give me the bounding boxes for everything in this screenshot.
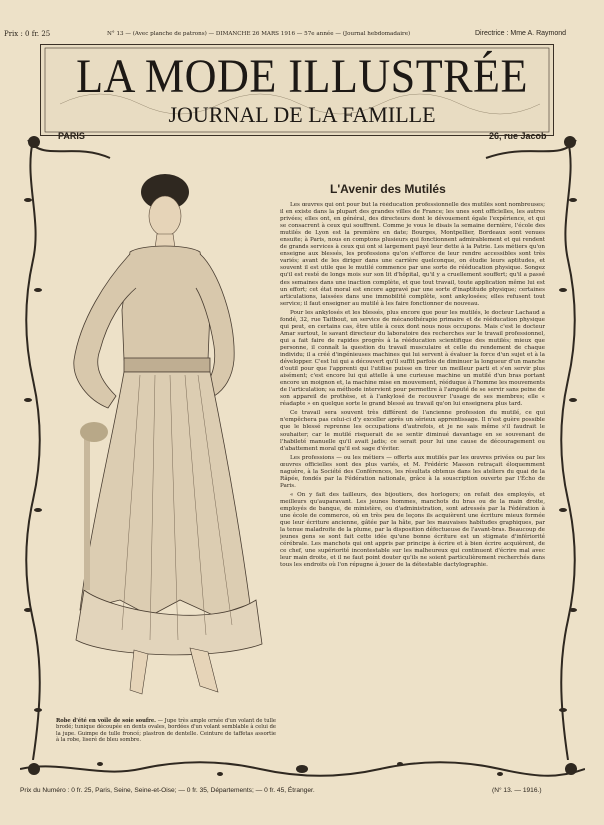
masthead-title: LA MODE ILLUSTRÉE bbox=[76, 50, 528, 103]
footer-price: Prix du Numéro : 0 fr. 25, Paris, Seine, Seine-et-Oise; — 0 fr. 35, Départements; — 0 fr. 45, Étranger. bbox=[20, 787, 315, 794]
masthead-subtitle: JOURNAL DE LA FAMILLE bbox=[168, 102, 436, 127]
article-paragraph: Les professions — ou les métiers — offerts aux mutilés par les œuvres privées ou par les œuvres officielles sont des plus variés, et M. Frédéric Masson retraçait éloquemment naguère, à la Société des Conférences, les résultats obtenus dans les ateliers du quai de la Râpée, fondés par la Fédération nationale, grâce à la souscription ouverte par l'Écho de Paris. bbox=[280, 454, 545, 489]
top-right-ornament bbox=[482, 132, 580, 172]
masthead-city: PARIS bbox=[58, 131, 85, 141]
dress-illustration bbox=[50, 170, 268, 710]
footer-number: (N° 13. — 1916.) bbox=[492, 787, 542, 794]
caption-text: — Jupe très ample ornée d'un volant de tulle brodé; tunique découpée en dents ovales, bordées d'un volant semblable à celui de la jupe. Guimpe de tulle froncé; plastron de dentelle. Ceinture de taffetas assortie à la robe, liseré de bleu sombre. bbox=[56, 718, 276, 743]
footer-line bbox=[20, 785, 584, 797]
article-paragraph: « On y fait des tailleurs, des bijoutiers, des horlogers; on refait des employés, et meilleurs qu'auparavant. Les jeunes hommes, manchots du bras ou de la main droite, employés de banque, de ministère, ou d'administration, sont adressés par la Fédération à une école de commerce, où en très peu de leçons ils acquièrent une écriture mieux formée que leur écriture ancienne, gâtée par la hâte, par les mauvaises habitudes graphiques, par la tenue maladroite de la plume, par la disposition défectueuse de l'avant-bras. Beaucoup de jeunes gens se sont fait cette idée qu'une bonne écriture est un stigmate d'infériorité cérébrale. Les manchots qui ont appris par principe à écrire et à bien écrire acquièrent, de ce chef, une supériorité incontestable sur les malheureux qui continuent d'écrire mal avec leur main droite, et il ne faut point douter qu'ils ne soient particulièrement recherchés dans tous les endroits où l'on répugne à jouer de la détestable dactylographie. bbox=[280, 491, 545, 569]
article-body bbox=[280, 202, 545, 758]
header-line bbox=[4, 28, 600, 40]
article-title: L'Avenir des Mutilés bbox=[330, 182, 446, 196]
issue-info: N° 13 — (Avec planche de patrons) — DIMANCHE 26 MARS 1916 — 57e année — (Journal hebdomadaire) bbox=[107, 31, 411, 37]
figure-caption bbox=[56, 718, 276, 743]
left-vine-border bbox=[22, 140, 44, 760]
article-paragraph: Pour les ankylosés et les blessés, plus encore que pour les mutilés, le docteur Lachaud a fondé, 32, rue Taitbout, un service de mécanothérapie primaire et de rééducation physique qui peut, en certains cas, être utile à ceux dont nous nous occupons. Mais c'est le docteur Amar surtout, le savant directeur du laboratoire des recherches sur le travail professionnel, qui a fait faire de rapides progrès à la rééducation scientifique des mutilés; mieux que personne, il connaît la question du travail musculaire et celle du rendement de chaque individu; il a créé d'ingénieuses machines qui lui servent à évaluer la force d'un sujet et à la développer. C'est lui qui a découvert qu'il suffit parfois de diminuer la longueur d'un manche d'outil pour que l'apprenti qui l'utilise puisse en tirer un meilleur parti et s'en servir plus aisément; c'est encore lui qui attelle à une curieuse machine un mutilé d'un bras portant encore un moignon et, la machine mise en mouvement, rééduque à l'homme les mouvements de l'articulation; sa méthode intervient pour permettre à l'amputé de se servir sans peine de son appareil de prothèse, et à l'ankylosé de recouvrer l'usage de ses membres; elle « réadapte » en quelque sorte le grand blessé au travail qu'on lui enseignera plus tard. bbox=[280, 309, 545, 408]
bottom-vine-border bbox=[20, 758, 585, 780]
top-left-ornament bbox=[24, 132, 114, 172]
article-paragraph: Les œuvres qui ont pour but la rééducation professionnelle des mutilés sont nombreuses; il en existe dans la plupart des grandes villes de France; les unes sont officielles, les autres privées; elles ont, en général, des directeurs dont le dévouement égale l'expérience, et qui se consacrent à ceux qui souffrent. Comme je vous le disais la semaine dernière, l'école des mutilés de Lyon est la première en date; Bourges, Montpellier, Bordeaux sont venues ensuite; à Paris, nous en comptons plusieurs qui fonctionnent admirablement et qui rendent de grands services à ceux qui ont si largement payé leur dette à la Patrie. Les métiers qu'on enseigne aux blessés, les professions qu'on s'efforce de leur rendre accessibles sont très variés; avant de les diriger dans une carrière quelconque, on étudie leurs aptitudes, et souvent il est utile que le mutilé commence par une sorte de rééducation physique. Songez qu'il est resté de longs mois sur son lit d'hôpital, qu'il y a cruellement souffert; qu'il a passé des semaines dans une inaction complète, et que tout travail, toute application même lui est un effort; cet état moral est encore aggravé par une sorte d'inaptitude physique; certaines articulations, laissées dans une immobilité complète, sont ankylosées; elles refusent tout service; il faut enseigner au mutilé à les faire fonctionner de nouveau. bbox=[280, 202, 545, 307]
masthead-address: 26, rue Jacob bbox=[489, 131, 547, 141]
caption-heading: Robe d'été en voile de soie soufre. bbox=[56, 718, 156, 724]
director-label: Directrice : Mme A. Raymond bbox=[475, 30, 567, 37]
article-paragraph: Ce travail sera souvent très différent de l'ancienne profession du mutilé, ce qui n'empêchera pas celui-ci d'y exceller après un sérieux apprentissage. Il n'est guère possible que le blessé reprenne les occupations d'autrefois, et je ne sais même s'il faudrait le souhaiter; car le mutilé risquerait de se sentir diminué davantage en se souvenant de l'habileté manuelle qu'il avait jadis; ce serait pour lui une cause de découragement ou d'abattement moral qu'il est sage d'éviter. bbox=[280, 410, 545, 452]
right-vine-border bbox=[557, 140, 579, 760]
price-label: Prix : 0 fr. 25 bbox=[4, 30, 51, 38]
